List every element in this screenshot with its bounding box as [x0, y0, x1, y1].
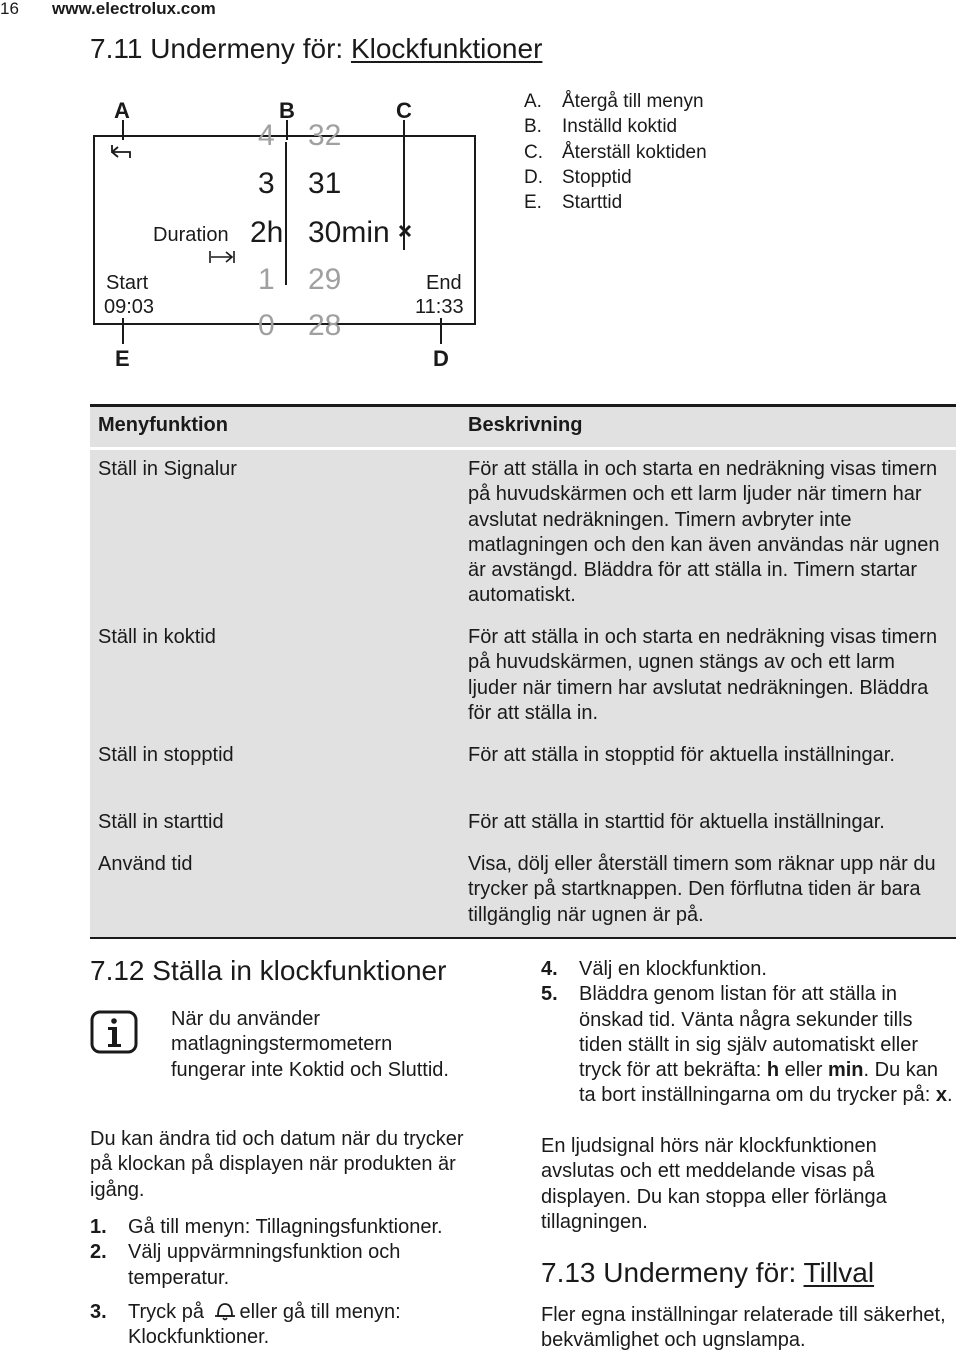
end-time: 11:33 [415, 296, 464, 318]
info-note: När du använder matlagningstermometern fungerar inte Koktid och Sluttid. [171, 1008, 449, 1081]
table-cell-function: Ställ in koktid [98, 626, 216, 648]
after-steps-text: En ljudsignal hörs när klockfunktionen avslutas och ett meddelande visas på displayen. Du kan stoppa eller förlänga tillagningen. [541, 1135, 887, 1233]
section-711-heading [90, 33, 542, 65]
duration-label: Duration [153, 224, 229, 246]
page-header [0, 0, 216, 19]
section-711-number: 7.11 [90, 33, 143, 64]
minute-value: 28 [308, 309, 342, 342]
legend-item: E. Starttid [524, 192, 623, 214]
table-cell-function: Ställ in starttid [98, 811, 224, 833]
section-711-title-link[interactable]: Klockfunktioner [350, 33, 543, 64]
table-cell-function: Ställ in Signalur [98, 458, 237, 480]
column-header-description: Beskrivning [468, 414, 583, 436]
list-item: 1. Gå till menyn: Tillagningsfunktioner. [90, 1216, 443, 1238]
display-diagram [90, 90, 490, 380]
steps-list-left [90, 1215, 510, 1350]
table-cell-description: För att ställa in starttid för aktuella inställningar. [468, 811, 885, 833]
selected-minutes: 30min [308, 216, 390, 249]
list-item: 2. Välj uppvärmningsfunktion och temperatur. [90, 1241, 401, 1289]
label-e: E [115, 346, 130, 371]
selected-hours: 2h [250, 216, 284, 249]
legend-item: C. Återställ koktiden [524, 141, 707, 163]
duration-arrow-icon [208, 248, 236, 266]
table-cell-description: Visa, dölj eller återställ timern som räknar upp när du trycker på startknappen. Den förflutna tiden är bara tillgänglig när ugnen är på. [468, 853, 936, 926]
list-item: 3. Tryck på eller gå till menyn: Klockfunktioner. [90, 1300, 401, 1349]
table-cell-description: För att ställa in och starta en nedräkning visas timern på huvudskärmen, ugnen stängs av och ett larm ljuder när timern har avslutat nedräkningen. Bläddra för att ställa in. [468, 626, 938, 724]
minute-value: 29 [308, 263, 342, 296]
hour-value: 4 [258, 119, 275, 152]
label-d: D [433, 346, 449, 371]
table-cell-function: Använd tid [98, 853, 193, 875]
section-712-intro: Du kan ändra tid och datum när du trycker på klockan på displayen när produkten är igång. [90, 1128, 464, 1201]
close-icon[interactable] [397, 223, 413, 239]
steps-list-right [541, 957, 956, 1109]
legend-item: D. Stopptid [524, 166, 632, 188]
section-713-heading [541, 1257, 874, 1289]
label-c: C [396, 98, 412, 123]
list-item: 4. Välj en klockfunktion. [541, 958, 767, 980]
info-icon [90, 1010, 138, 1054]
section-713-text: Fler egna inställningar relaterade till säkerhet, bekvämlighet och ugnslampa. [541, 1304, 946, 1352]
bell-icon [212, 1300, 238, 1322]
table-cell-description: För att ställa in och starta en nedräkning visas timern på huvudskärmen och ett larm ljuder när timern har avslutat nedräkningen. Timern avbryter inte matlagningen och den kan även användas när ugnen är avstängd. Bläddra för att ställa in. Timern startar automatiskt. [468, 458, 940, 607]
legend-item: B. Inställd koktid [524, 116, 678, 138]
menu-function-table [90, 404, 956, 939]
column-header-function: Menyfunktion [98, 414, 228, 436]
site-url: www.electrolux.com [52, 0, 216, 18]
page-number: 16 [0, 0, 19, 18]
legend-item: A. Återgå till menyn [524, 91, 704, 112]
back-icon[interactable] [108, 142, 136, 162]
minute-value: 32 [308, 119, 342, 152]
list-item: 5. Bläddra genom listan för att ställa in önskad tid. Vänta några sekunder tills tiden ställt in sig själv automatiskt eller tryck för att bekräfta: h eller min. Du kan ta bort inställningarna om du trycker på: x. [541, 983, 953, 1107]
section-712-number: 7.12 [90, 955, 145, 986]
table-cell-function: Ställ in stopptid [98, 744, 234, 766]
end-label: End [426, 272, 462, 294]
section-712-heading [90, 955, 446, 987]
diagram-legend [524, 89, 707, 215]
hour-value: 3 [258, 167, 275, 200]
section-713-title-link[interactable]: Tillval [803, 1257, 875, 1288]
minute-value: 31 [308, 167, 342, 200]
hour-value: 1 [258, 263, 275, 296]
start-label: Start [106, 272, 149, 294]
table-cell-description: För att ställa in stopptid för aktuella inställningar. [468, 744, 895, 766]
label-a: A [114, 98, 130, 123]
section-711-title-prefix: Undermeny för: [150, 33, 351, 64]
label-b: B [279, 98, 295, 123]
section-712-title: Ställa in klockfunktioner [152, 955, 447, 986]
section-713-title-prefix: Undermeny för: [603, 1257, 804, 1288]
section-713-number: 7.13 [541, 1257, 596, 1288]
table-header [90, 407, 956, 450]
start-time: 09:03 [104, 296, 155, 318]
hour-value: 0 [258, 309, 275, 342]
